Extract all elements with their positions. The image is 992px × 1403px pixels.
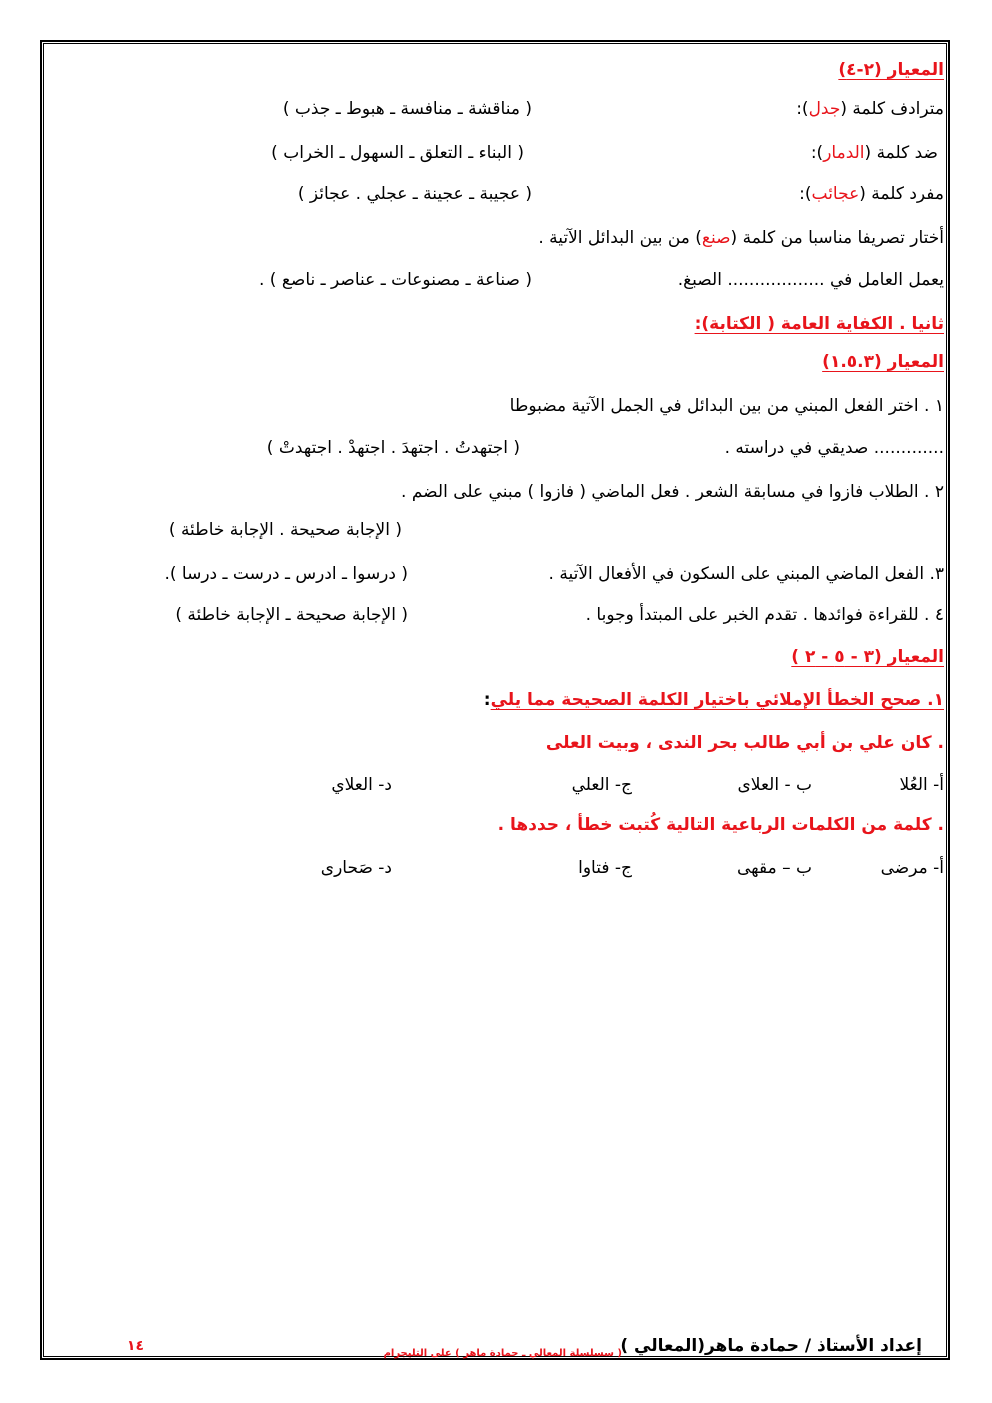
question-1-sentence: ............. صديقي في دراسته . xyxy=(724,438,944,458)
choice-1-a: أ- العُلا xyxy=(899,775,944,795)
conjugation-word: صنع xyxy=(701,228,731,248)
footer-author: إعداد الأستاذ / حمادة ماهر(المعالي ) xyxy=(620,1336,922,1356)
footer-series: ( سسلسلة المعالي ـ حمادة ماهر ) على التليجرام xyxy=(383,1348,622,1359)
choice-2-b: ب – مقهى xyxy=(736,858,812,878)
singular-prefix: مفرد كلمة ( xyxy=(859,184,944,204)
conjugation-options: ( صناعة ـ مصنوعات ـ عناصر ـ ناصع ) . xyxy=(259,270,532,290)
spelling-instruction xyxy=(484,688,944,712)
page-number: ١٤ xyxy=(126,1338,144,1354)
choice-2-c: ج- فتاوا xyxy=(578,858,632,878)
antonym-options: ( البناء ـ التعلق ـ السهول ـ الخراب ) xyxy=(271,143,524,163)
antonym-prefix: ضد كلمة ( xyxy=(864,143,938,163)
question-2: ٢ . الطلاب فازوا في مسابقة الشعر . فعل الماضي ( فازوا ) مبني على الضم . xyxy=(401,482,944,502)
choice-2-d: د- صَحارى xyxy=(320,858,392,878)
singular-suffix: ): xyxy=(799,184,812,204)
question-4-options: ( الإجابة صحيحة ـ الإجابة خاطئة ) xyxy=(175,605,408,625)
antonym-suffix: ): xyxy=(810,143,824,163)
question-4: ٤ . للقراءة فوائدها . تقدم الخبر على المبتدأ وجوبا . xyxy=(585,605,944,625)
spelling-sentence-1: . كان علي بن أبي طالب بحر الندى ، وبيت العلى xyxy=(545,733,944,753)
question-3-options: ( درسوا ـ ادرس ـ درست ـ درسا ). xyxy=(164,564,408,584)
choice-1-b: ب - العلاى xyxy=(737,775,812,795)
synonym-suffix: ): xyxy=(796,99,809,119)
synonym-prefix: مترادف كلمة ( xyxy=(840,99,944,119)
criterion-1-5-3: المعيار (١.٥.٣) xyxy=(822,352,944,372)
conjugation-question xyxy=(538,226,944,250)
singular-word: عجائب xyxy=(811,184,860,204)
criterion-2-4: المعيار (٢-٤) xyxy=(838,60,944,80)
question-1: ١ . اختر الفعل المبني من بين البدائل في الجمل الآتية مضبوطا xyxy=(509,396,944,416)
question-2-options: ( الإجابة صحيحة . الإجابة خاطئة ) xyxy=(168,520,402,540)
conjugation-sentence: يعمل العامل في .................. الصبغ. xyxy=(677,270,944,290)
antonym-question xyxy=(811,141,938,165)
conjugation-suffix: ) من بين البدائل الآتية . xyxy=(538,228,702,248)
synonym-options: ( مناقشة ـ منافسة ـ هبوط ـ جذب ) xyxy=(282,99,532,119)
section-title-writing: ثانيا . الكفاية العامة ( الكتابة): xyxy=(694,314,944,334)
singular-options: ( عجيبة ـ عجينة ـ عجلي . عجائز ) xyxy=(297,184,532,204)
spelling-instruction-text: ١. صحح الخطأ الإملائي باختيار الكلمة الصحيحة مما يلي xyxy=(490,690,944,710)
conjugation-prefix: أختار تصريفا مناسبا من كلمة ( xyxy=(730,228,944,248)
antonym-word: الدمار xyxy=(823,143,865,163)
question-3: ٣. الفعل الماضي المبني على السكون في الأفعال الآتية . xyxy=(548,564,944,584)
synonym-question xyxy=(796,97,944,121)
singular-question xyxy=(799,182,944,206)
question-1-options: ( اجتهدتُ . اجتهدَ . اجتهدْ . اجتهدتْ ) xyxy=(266,438,520,458)
choice-2-a: أ- مرضى xyxy=(880,858,944,878)
spelling-instruction-colon: : xyxy=(483,690,491,710)
synonym-word: جدل xyxy=(808,99,841,119)
criterion-3-5-2: المعيار (٣ - ٥ - ٢ ) xyxy=(791,647,944,667)
spelling-sentence-2: . كلمة من الكلمات الرباعية التالية كُتبت خطأ ، حددها . xyxy=(497,815,944,835)
choice-1-c: ج- العلي xyxy=(571,775,632,795)
choice-1-d: د- العلاي xyxy=(331,775,392,795)
